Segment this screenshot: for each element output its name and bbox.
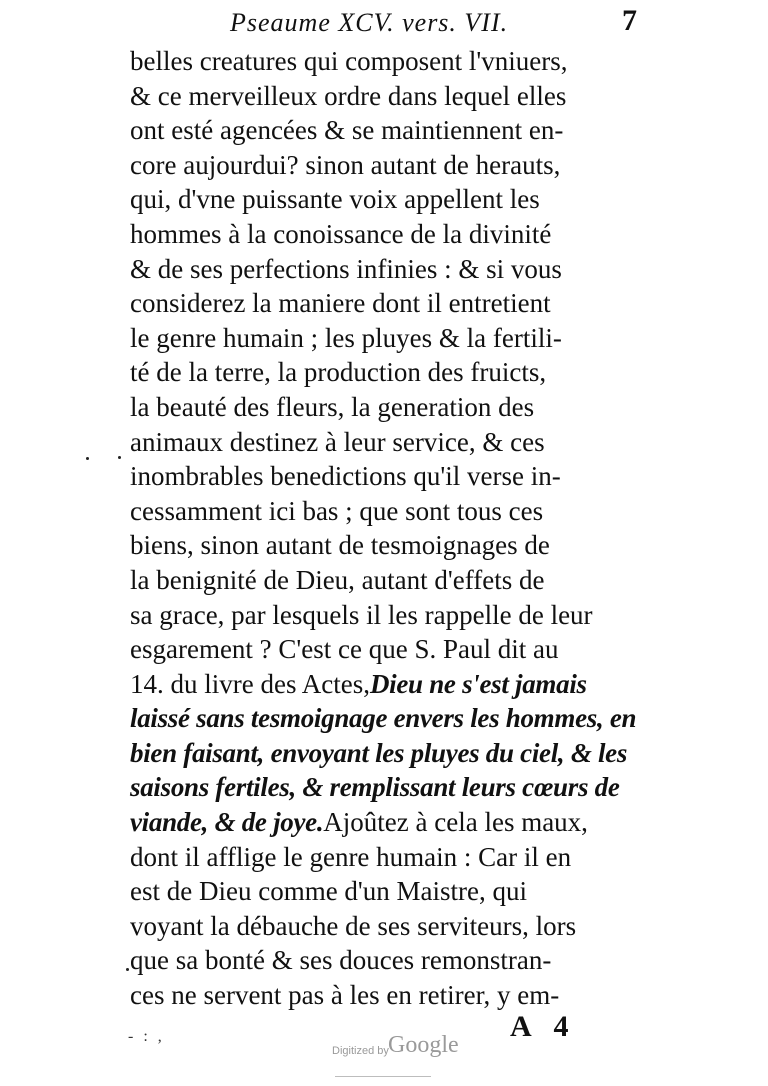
page-header — [200, 4, 660, 44]
italic-quotation-segment: saisons fertiles, & remplissant leurs cœurs de — [130, 772, 620, 803]
text-segment: la benignité de Dieu, autant d'effets de — [130, 564, 545, 595]
text-line — [130, 736, 650, 771]
text-line — [130, 598, 650, 633]
italic-quotation-segment: Dieu ne s'est jamais — [369, 668, 587, 699]
text-line — [130, 44, 650, 79]
text-line — [130, 79, 650, 114]
text-line — [130, 943, 650, 978]
text-segment: & ce merveilleux ordre dans lequel elles — [130, 80, 567, 111]
text-segment: cessamment ici bas ; que sont tous ces — [130, 495, 544, 526]
text-segment: ces ne servent pas à les en retirer, y em- — [130, 980, 560, 1011]
text-segment: dont il afflige le genre humain : Car il en — [130, 841, 572, 872]
text-line — [130, 182, 650, 217]
text-line — [130, 909, 650, 944]
text-line — [130, 528, 650, 563]
text-line — [130, 632, 650, 667]
text-segment: core aujourdui? sinon autant de herauts, — [130, 149, 561, 180]
text-line — [130, 978, 650, 1013]
running-title: Pseaume XCV. vers. VII. — [230, 8, 509, 37]
text-line — [130, 390, 650, 425]
text-segment: ont esté agencées & se maintiennent en- — [130, 115, 564, 146]
text-line — [130, 217, 650, 252]
text-line — [130, 667, 650, 702]
text-segment: 14. du livre des Actes, — [130, 668, 370, 699]
text-line — [130, 425, 650, 460]
text-line — [130, 563, 650, 598]
bottom-rule — [335, 1076, 431, 1077]
text-segment: qui, d'vne puissante voix appellent les — [130, 184, 540, 215]
text-segment: & de ses perfections infinies : & si vous — [130, 253, 562, 284]
text-line — [130, 494, 650, 529]
text-segment: le genre humain ; les pluyes & la fertili- — [130, 322, 562, 353]
text-line — [130, 113, 650, 148]
text-line — [130, 286, 650, 321]
body-text — [130, 44, 650, 1013]
text-segment: la beauté des fleurs, la generation des — [130, 391, 535, 422]
text-segment: considerez la maniere dont il entretient — [130, 288, 551, 319]
text-segment: belles creatures qui composent l'vniuers, — [130, 46, 568, 76]
text-segment: té de la terre, la production des fruicts, — [130, 357, 547, 388]
margin-mark: - : , — [128, 1028, 165, 1045]
text-segment: inombrables benedictions qu'il verse in- — [130, 461, 561, 492]
text-line — [130, 805, 650, 840]
italic-quotation-segment: laissé sans tesmoignage envers les hommes, en — [130, 703, 637, 734]
watermark-digitized-by: Digitized by — [332, 1045, 389, 1057]
text-segment: esgarement ? C'est ce que S. Paul dit au — [130, 634, 559, 665]
ink-speck — [86, 457, 89, 460]
text-line — [130, 355, 650, 390]
text-segment: animaux destinez à leur service, & ces — [130, 426, 545, 457]
text-segment: biens, sinon autant de tesmoignages de — [130, 530, 550, 561]
text-segment: que sa bonté & ses douces remonstran- — [130, 945, 552, 976]
text-line — [130, 459, 650, 494]
text-line — [130, 148, 650, 183]
text-line — [130, 874, 650, 909]
text-segment: Ajoûtez à cela les maux, — [323, 807, 588, 838]
italic-quotation-segment: viande, & de joye. — [130, 807, 324, 838]
ink-speck — [126, 968, 129, 971]
page-number: 7 — [622, 4, 638, 37]
text-segment: voyant la débauche de ses serviteurs, lors — [130, 910, 577, 941]
watermark-brand: Google — [388, 1032, 459, 1058]
text-line — [130, 701, 650, 736]
ink-speck — [118, 456, 121, 459]
text-segment: sa grace, par lesquels il les rappelle de leur — [130, 599, 593, 630]
text-line — [130, 770, 650, 805]
digitization-watermark — [300, 1032, 490, 1062]
italic-quotation-segment: bien faisant, envoyant les pluyes du ciel, & les — [130, 737, 628, 768]
text-segment: est de Dieu comme d'un Maistre, qui — [130, 876, 528, 907]
text-line — [130, 840, 650, 875]
text-segment: hommes à la conoissance de la divinité — [130, 218, 552, 249]
text-line — [130, 321, 650, 356]
text-line — [130, 252, 650, 287]
signature-mark: A 4 — [510, 1010, 577, 1043]
